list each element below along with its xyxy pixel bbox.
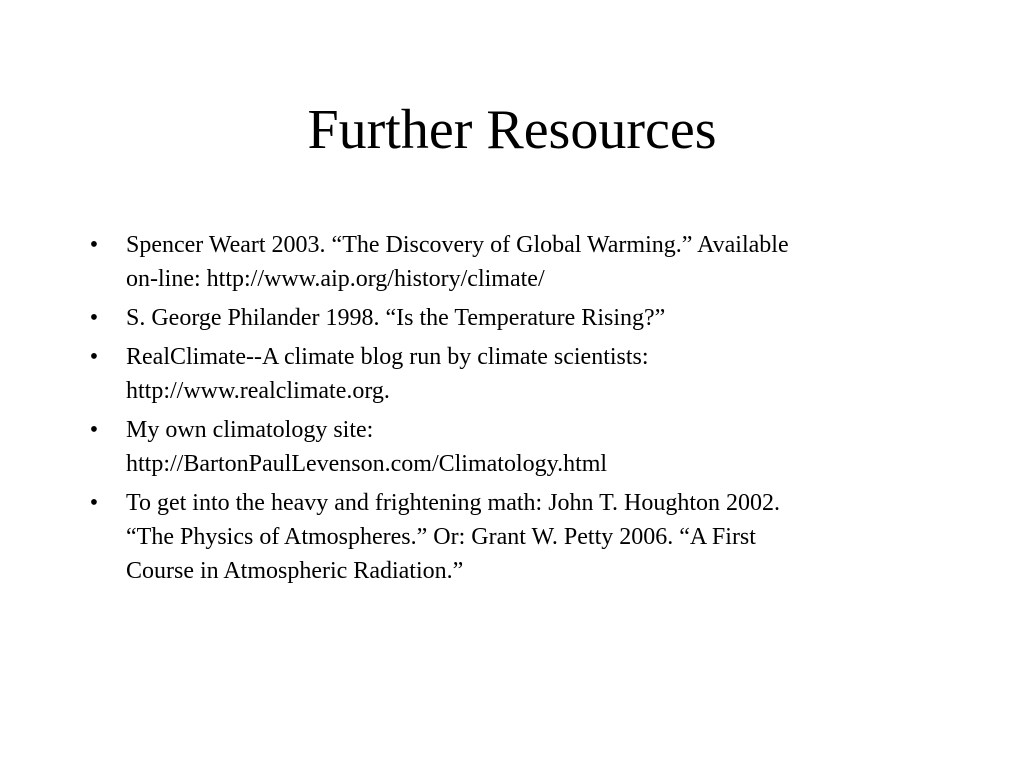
bullet-icon: • [89,344,99,370]
bullet-icon: • [89,232,99,258]
resource-list [84,228,944,593]
list-item-math-texts [84,486,944,588]
list-item-philander [84,301,944,335]
item-text-line: RealClimate--A climate blog run by climate scientists: [126,344,649,370]
item-text-line: http://www.realclimate.org. [126,378,390,404]
slide-title: Further Resources [307,99,717,161]
bullet-icon: • [89,490,99,516]
item-text-line: My own climatology site: [126,417,374,443]
item-text-line: on-line: http://www.aip.org/history/climate/ [126,266,545,292]
list-item-weart [84,228,944,296]
list-item-own-site [84,413,944,481]
bullet-icon: • [89,305,99,331]
item-text-line: S. George Philander 1998. “Is the Temperature Rising?” [126,305,666,331]
item-text-line: “The Physics of Atmospheres.” Or: Grant W. Petty 2006. “A First [126,524,756,550]
item-text-line: Spencer Weart 2003. “The Discovery of Global Warming.” Available [126,232,789,258]
item-text-line: To get into the heavy and frightening math: John T. Houghton 2002. [126,490,780,516]
item-text-line: http://BartonPaulLevenson.com/Climatology.html [126,451,608,477]
list-item-realclimate [84,340,944,408]
item-text-line: Course in Atmospheric Radiation.” [126,558,464,584]
bullet-icon: • [89,417,99,443]
